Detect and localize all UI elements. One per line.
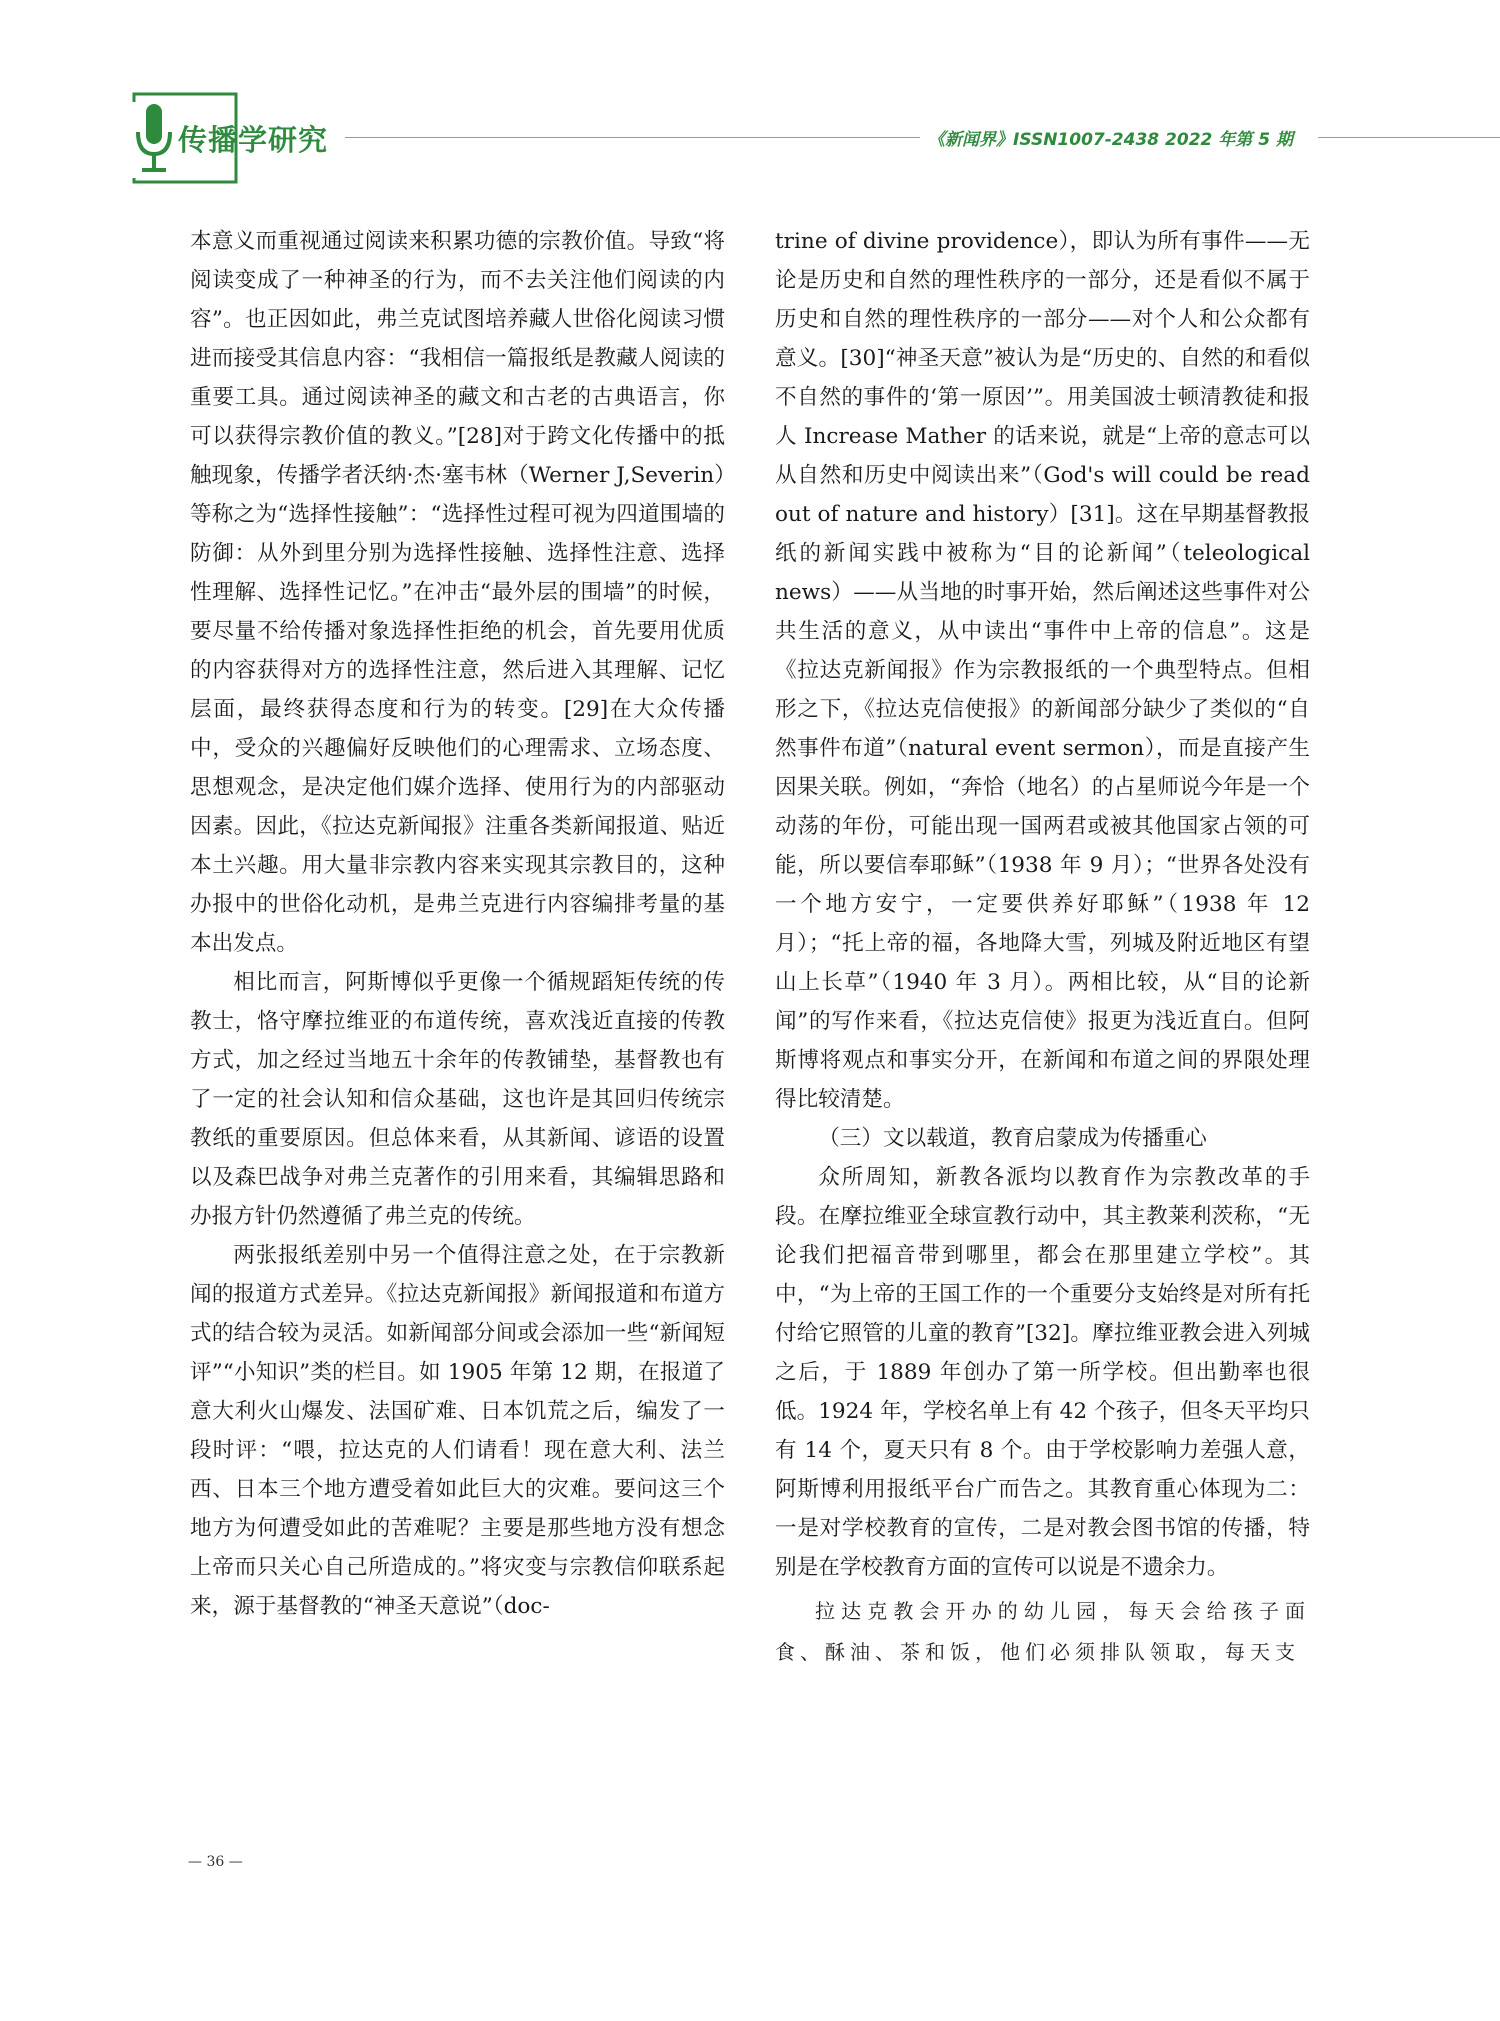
body-paragraph: trine of divine providence），即认为所有事件——无论是历史和自然的理性秩序的一部分，还是看似不属于历史和自然的理性秩序的一部分——对个人和公众都有意义。[30]“神圣天意”被认为是“历史的、自然的和看似不自然的事件的‘第一原因’”。用美国波士顿清教徒和报人 Increase Mather 的话来说，就是“上帝的意志可以从自然和历史中阅读出来”（God's will could be read out of nature and history）[31]。这在早期基督教报纸的新闻实践中被称为“目的论新闻”（teleological news）——从当地的时事开始，然后阐述这些事件对公共生活的意义，从中读出“事件中上帝的信息”。这是《拉达克新闻报》作为宗教报纸的一个典型特点。但相形之下，《拉达克信使报》的新闻部分缺少了类似的“自然事件布道”（natural event sermon），而是直接产生因果关联。例如，“奔恰（地名）的占星师说今年是一个动荡的年份，可能出现一国两君或被其他国家占领的可能，所以要信奉耶稣”（1938 年 9 月）；“世界各处没有一个地方安宁，一定要供养好耶稣”（1938 年 12 月）；“托上帝的福，各地降大雪，列城及附近地区有望山上长草”（1940 年 3 月）。两相比较，从“目的论新闻”的写作来看，《拉达克信使》报更为浅近直白。但阿斯博将观点和事实分开，在新闻和布道之间的界限处理得比较清楚。 xyxy=(775,229,1310,1112)
body-paragraph: 相比而言，阿斯博似乎更像一个循规蹈矩传统的传教士，恪守摩拉维亚的布道传统，喜欢浅近直接的传教方式，加之经过当地五十余年的传教铺垫，基督教也有了一定的社会认知和信众基础，这也许是其回归传统宗教纸的重要原因。但总体来看，从其新闻、谚语的设置以及森巴战争对弗兰克著作的引用来看，其编辑思路和办报方针仍然遵循了弗兰克的传统。 xyxy=(190,970,725,1229)
header-rule-right xyxy=(1318,137,1500,138)
block-quote: 拉达克教会开办的幼儿园，每天会给孩子面食、酥油、茶和饭，他们必须排队领取，每天支 xyxy=(775,1599,1310,1664)
body-paragraph: 本意义而重视通过阅读来积累功德的宗教价值。导致“将阅读变成了一种神圣的行为，而不去关注他们阅读的内容”。也正因如此，弗兰克试图培养藏人世俗化阅读习惯进而接受其信息内容：“我相信一篇报纸是教藏人阅读的重要工具。通过阅读神圣的藏文和古老的古典语言，你可以获得宗教价值的教义。”[28]对于跨文化传播中的抵触现象，传播学者沃纳·杰·塞韦林（Werner J,Severin）等称之为“选择性接触”：“选择性过程可视为四道围墙的防御：从外到里分别为选择性接触、选择性注意、选择性理解、选择性记忆。”在冲击“最外层的围墙”的时候，要尽量不给传播对象选择性拒绝的机会，首先要用优质的内容获得对方的选择性注意，然后进入其理解、记忆层面，最终获得态度和行为的转变。[29]在大众传播中，受众的兴趣偏好反映他们的心理需求、立场态度、思想观念，是决定他们媒介选择、使用行为的内部驱动因素。因此，《拉达克新闻报》注重各类新闻报道、贴近本土兴趣。用大量非宗教内容来实现其宗教目的，这种办报中的世俗化动机，是弗兰克进行内容编排考量的基本出发点。 xyxy=(190,229,725,956)
body-paragraph: 众所周知，新教各派均以教育作为宗教改革的手段。在摩拉维亚全球宣教行动中，其主教莱利茨称，“无论我们把福音带到哪里，都会在那里建立学校”。其中，“为上帝的王国工作的一个重要分支始终是对所有托付给它照管的儿童的教育”[32]。摩拉维亚教会进入列城之后，于 1889 年创办了第一所学校。但出勤率也很低。1924 年，学校名单上有 42 个孩子，但冬天平均只有 14 个，夏天只有 8 个。由于学校影响力差强人意，阿斯博利用报纸平台广而告之。其教育重心体现为二：一是对学校教育的宣传，二是对教会图书馆的传播，特别是在学校教育方面的宣传可以说是不遗余力。 xyxy=(775,1165,1310,1580)
section-heading: （三）文以载道，教育启蒙成为传播重心 xyxy=(818,1126,1207,1151)
body-paragraph: 两张报纸差别中另一个值得注意之处，在于宗教新闻的报道方式差异。《拉达克新闻报》新闻报道和布道方式的结合较为灵活。如新闻部分间或会添加一些“新闻短评”“小知识”类的栏目。如 1905 年第 12 期，在报道了意大利火山爆发、法国矿难、日本饥荒之后，编发了一段时评：“喂，拉达克的人们请看！现在意大利、法兰西、日本三个地方遭受着如此巨大的灾难。要问这三个地方为何遭受如此的苦难呢？主要是那些地方没有想念上帝而只关心自己所造成的。”将灾变与宗教信仰联系起来，源于基督教的“神圣天意说”（doc- xyxy=(190,1243,725,1619)
header-rule-left xyxy=(345,137,920,138)
section-title: 传播学研究 xyxy=(178,123,329,157)
right-column xyxy=(775,222,1310,1673)
page-number: — 36 — xyxy=(188,1854,243,1870)
left-column xyxy=(190,222,725,1626)
journal-info: 《新闻界》ISSN1007-2438 2022 年第 5 期 xyxy=(928,130,1293,150)
